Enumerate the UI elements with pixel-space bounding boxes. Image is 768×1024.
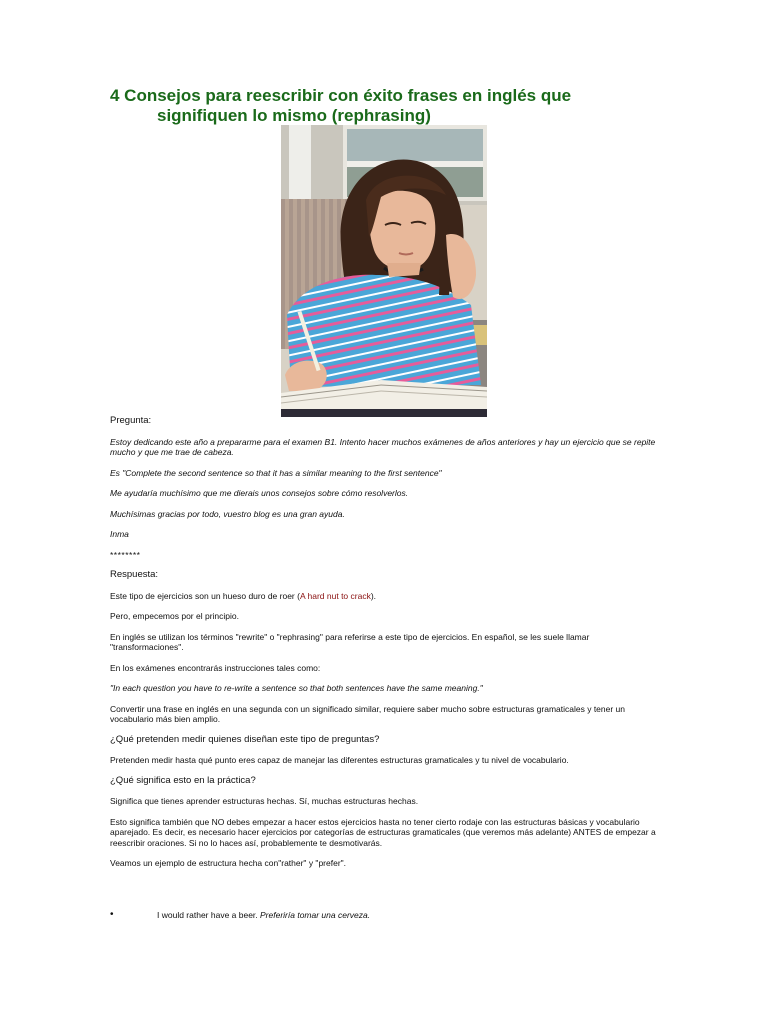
answer-p1-pre: Este tipo de ejercicios son un hueso duro de roer (: [110, 590, 300, 601]
separator: ********: [110, 549, 141, 560]
article-title: [110, 86, 670, 126]
answer-paragraph-5: "In each question you have to re-write a sentence so that both sentences have the same meaning.": [110, 683, 483, 693]
answer-paragraph-10: Veamos un ejemplo de estructura hecha con"rather" y "prefer".: [110, 858, 347, 868]
bullet-text: [157, 910, 370, 921]
answer-p1-post: ).: [370, 590, 377, 601]
student-photo: [281, 125, 487, 417]
title-line-2: signifiquen lo mismo (rephrasing): [157, 106, 431, 125]
answer-paragraph-8: Significa que tienes aprender estructuras hechas. Sí, muchas estructuras hechas.: [110, 796, 419, 806]
idiom-link[interactable]: A hard nut to crack: [299, 590, 371, 601]
bullet-icon: •: [110, 909, 114, 920]
answer-paragraph-1: [110, 591, 660, 602]
question-paragraph-1: Estoy dedicando este año a prepararme para el examen B1. Intento hacer muchos exámenes de años anteriores y hay un ejercicio que se repite mucho y que me trae de cabeza.: [110, 436, 656, 457]
answer-paragraph-4: En los exámenes encontrarás instrucciones tales como:: [110, 662, 321, 673]
answer-paragraph-6: Convertir una frase en inglés en una segunda con un significado similar, requiere saber mucho sobre estructuras gramaticales y tener un vocabulario más bien amplio.: [110, 703, 626, 724]
bullet-text-en: I would rather have a beer.: [157, 910, 261, 920]
answer-heading-2: ¿Qué significa esto en la práctica?: [110, 774, 256, 786]
answer-label: Respuesta:: [110, 569, 159, 580]
question-paragraph-3: Me ayudaría muchísimo que me dierais unos consejos sobre cómo resolverlos.: [110, 488, 409, 498]
answer-heading-1: ¿Qué pretenden medir quienes diseñan este tipo de preguntas?: [110, 733, 380, 745]
article-body: [110, 416, 660, 879]
question-label: Pregunta:: [110, 415, 152, 426]
answer-paragraph-9: Esto significa también que NO debes empezar a hacer estos ejercicios hasta no tener cierto rodaje con las estructuras básicas y vocabulario aparejado. Es decir, es necesario hacer ejercicios por categorías de estructuras gramaticales (que veremos más adelante) ANTES de empezar a reescribir oraciones. Si no lo haces así, probablemente te desmotivarás.: [110, 816, 656, 848]
bullet-text-es: Preferiría tomar una cerveza.: [260, 910, 371, 920]
question-signature: Inma: [110, 529, 129, 539]
title-line-1: 4 Consejos para reescribir con éxito frases en inglés que: [110, 86, 572, 105]
question-paragraph-4: Muchísimas gracias por todo, vuestro blog es una gran ayuda.: [110, 508, 345, 519]
question-paragraph-2: Es "Complete the second sentence so that it has a similar meaning to the first sentence": [110, 467, 442, 478]
answer-paragraph-3: En inglés se utilizan los términos "rewrite" o "rephrasing" para referirse a este tipo de ejercicios. En español, se les suele llamar "transformaciones".: [110, 631, 590, 652]
answer-paragraph-2: Pero, empecemos por el principio.: [110, 611, 239, 621]
answer-paragraph-7: Pretenden medir hasta qué punto eres capaz de manejar las diferentes estructuras gramaticales y tu nivel de vocabulario.: [110, 755, 569, 765]
